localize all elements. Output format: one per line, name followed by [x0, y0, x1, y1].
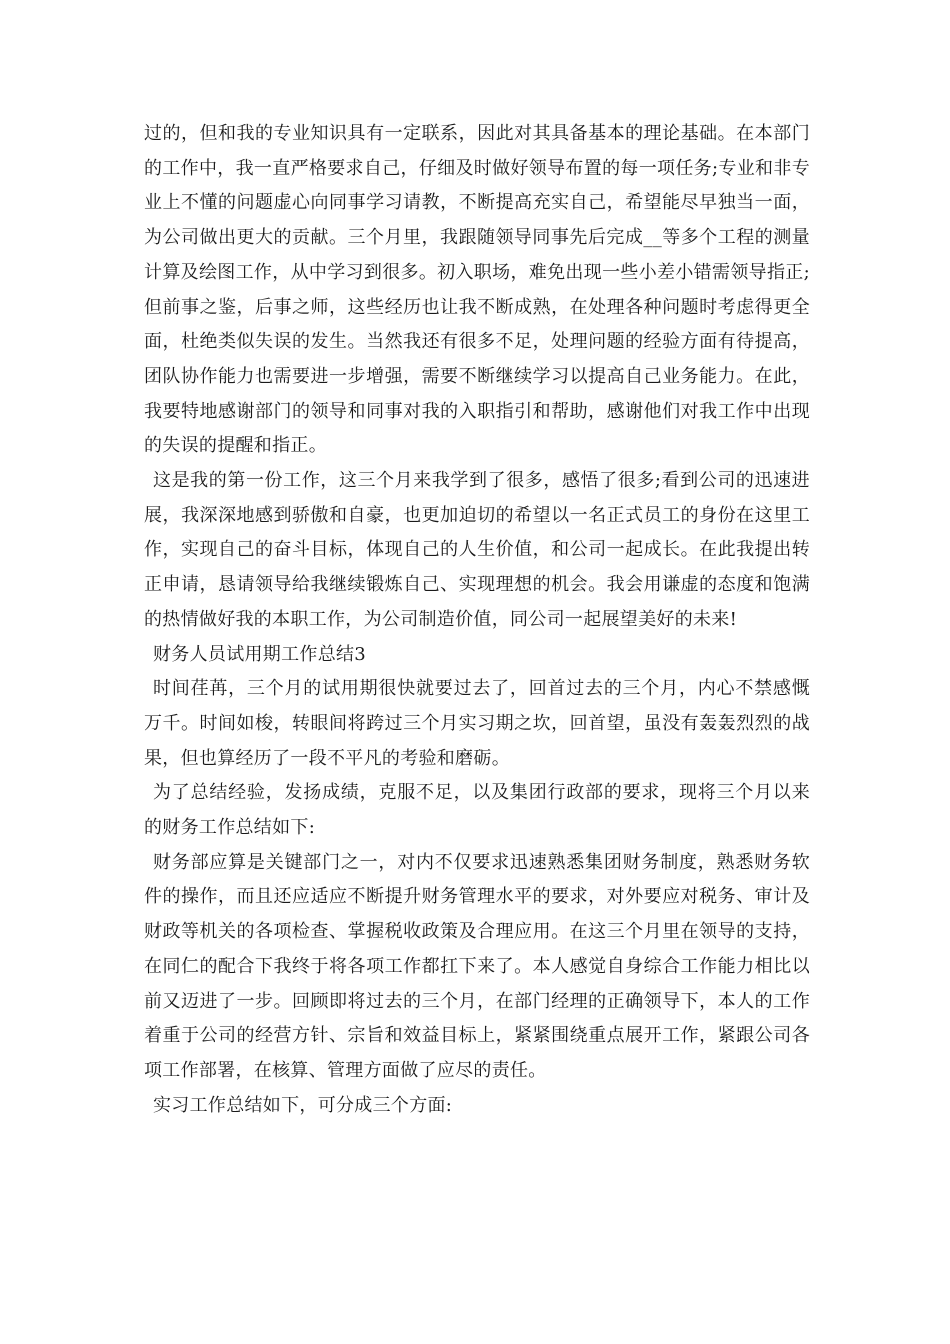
section-heading: 财务人员试用期工作总结3: [153, 643, 367, 665]
paragraph-5: 财务部应算是关键部门之一，对内不仅要求迅速熟悉集团财务制度，熟悉财务软件的操作，而且还应适应不断提升财务管理水平的要求，对外要应对税务、审计及财政等机关的各项检查、掌握税收政策及合理应用。在这三个月里在领导的支持，在同仁的配合下我终于将各项工作都扛下来了。本人感觉自身综合工作能力相比以前又迈进了一步。回顾即将过去的三个月，在部门经理的正确领导下，本人的工作着重于公司的经营方针、宗旨和效益目标上，紧紧围绕重点展开工作，紧跟公司各项工作部署，在核算、管理方面做了应尽的责任。: [144, 851, 810, 1081]
paragraph-4: 为了总结经验，发扬成绩，克服不足，以及集团行政部的要求，现将三个月以来的财务工作总结如下:: [144, 782, 810, 839]
document-body: [144, 117, 810, 1123]
paragraph-2: 这是我的第一份工作，这三个月来我学到了很多，感悟了很多;看到公司的迅速进展，我深深地感到骄傲和自豪，也更加迫切的希望以一名正式员工的身份在这里工作，实现自己的奋斗目标，体现自己的人生价值，和公司一起成长。在此我提出转正申请，恳请领导给我继续锻炼自己、实现理想的机会。我会用谦虚的态度和饱满的热情做好我的本职工作，为公司制造价值，同公司一起展望美好的未来!: [144, 470, 810, 630]
paragraph-1: 过的，但和我的专业知识具有一定联系，因此对其具备基本的理论基础。在本部门的工作中，我一直严格要求自己，仔细及时做好领导布置的每一项任务;专业和非专业上不懂的问题虚心向同事学习请教，不断提高充实自己，希望能尽早独当一面，为公司做出更大的贡献。三个月里，我跟随领导同事先后完成__等多个工程的测量计算及绘图工作，从中学习到很多。初入职场，难免出现一些小差小错需领导指正;但前事之鉴，后事之师，这些经历也让我不断成熟，在处理各种问题时考虑得更全面，杜绝类似失误的发生。当然我还有很多不足，处理问题的经验方面有待提高，团队协作能力也需要进一步增强，需要不断继续学习以提高自己业务能力。在此，我要特地感谢部门的领导和同事对我的入职指引和帮助，感谢他们对我工作中出现的失误的提醒和指正。: [144, 123, 810, 457]
paragraph-3: 时间荏苒，三个月的试用期很快就要过去了，回首过去的三个月，内心不禁感慨万千。时间如梭，转眼间将跨过三个月实习期之坎，回首望，虽没有轰轰烈烈的战果，但也算经历了一段不平凡的考验和磨砺。: [144, 678, 810, 769]
paragraph-6: 实习工作总结如下，可分成三个方面:: [153, 1094, 453, 1116]
